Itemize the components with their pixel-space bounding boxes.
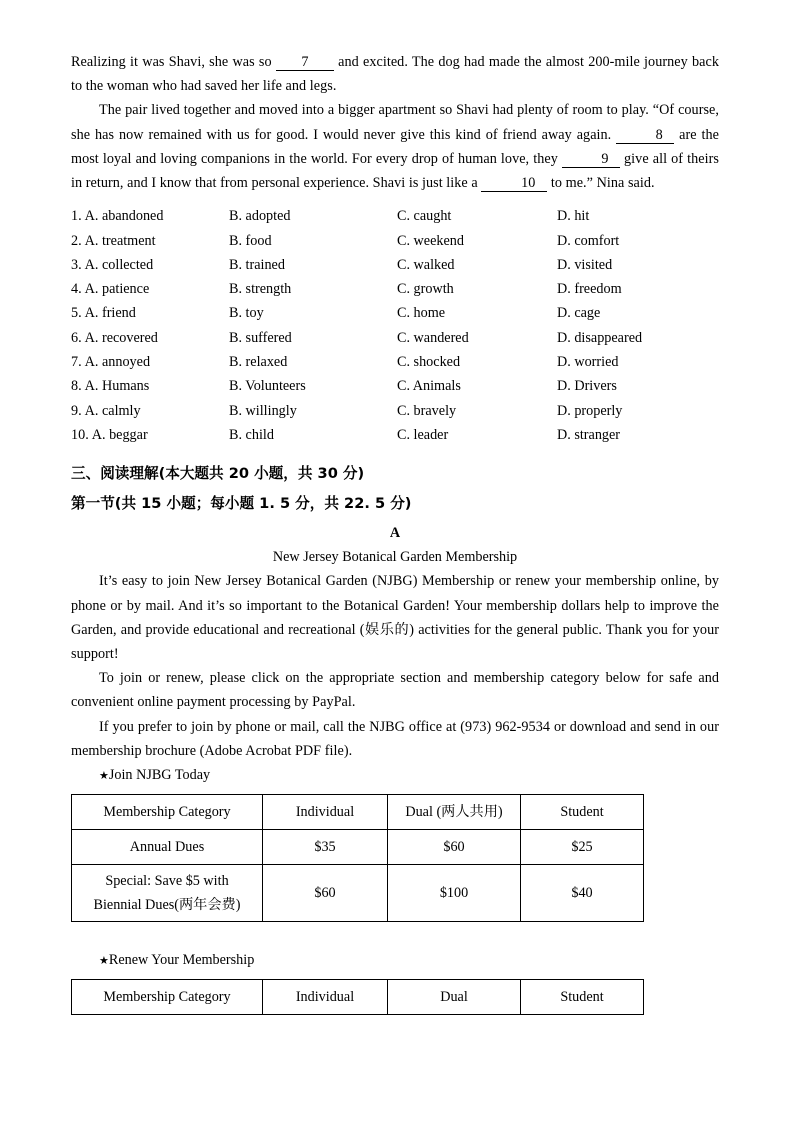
option-row <box>71 204 719 228</box>
cell-biennial-student: $40 <box>521 865 644 922</box>
option-choice-c[interactable]: C. wandered <box>397 329 469 346</box>
option-a-label: A. Humans <box>84 378 150 395</box>
option-choice-a[interactable] <box>71 374 149 398</box>
option-choice-b[interactable]: B. food <box>229 232 272 249</box>
option-a-label: A. annoyed <box>84 354 151 370</box>
option-choice-c[interactable]: C. caught <box>397 208 452 225</box>
join-membership-table <box>71 794 644 922</box>
option-choice-a[interactable] <box>71 350 150 374</box>
option-choice-a[interactable] <box>71 301 136 325</box>
option-row <box>71 301 719 325</box>
cloze-options-list <box>71 204 719 447</box>
table-row <box>72 865 644 922</box>
option-a-label: A. calmly <box>84 402 141 419</box>
cloze-paragraph-2 <box>71 98 719 195</box>
passage-paragraph-1: It’s easy to join New Jersey Botanical Garden (NJBG) Membership or renew your membership online, by phone or by mail. And it’s so important to the Botanical Garden! Your membership dollars help to improve the Garden, and provide educational and recreational (娱乐的) activities for the general public. Thank you for your support! <box>71 573 719 662</box>
option-row <box>71 423 719 447</box>
row-label-line-2: Biennial Dues(两年会费) <box>93 897 241 914</box>
spacer <box>71 447 719 461</box>
option-number: 3. <box>71 256 82 273</box>
renew-membership-label: Renew Your Membership <box>108 952 255 969</box>
option-choice-d[interactable]: D. visited <box>557 256 613 273</box>
row-label-annual-dues: Annual Dues <box>72 830 263 865</box>
option-a-label: A. treatment <box>84 232 156 249</box>
option-row <box>71 374 719 398</box>
option-choice-c[interactable]: C. growth <box>397 281 454 298</box>
cloze-p2-seg-3: give all of theirs in return, and I know that from personal experience. Shavi is just like a <box>71 150 719 192</box>
option-choice-b[interactable]: B. child <box>229 426 274 443</box>
option-number: 2. <box>71 232 82 249</box>
option-choice-a[interactable] <box>71 229 156 253</box>
cloze-p2-seg-4: to me.” Nina said. <box>547 175 655 192</box>
option-choice-c[interactable]: C. shocked <box>397 354 461 370</box>
cloze-p2-seg-2: are the most loyal and loving companions in the world. For every drop of human love, they <box>71 126 719 167</box>
option-choice-d[interactable]: D. hit <box>557 208 590 225</box>
option-choice-d[interactable]: D. worried <box>557 354 619 370</box>
cloze-p1-text-after: and excited. The dog had made the almost 200-mile journey back to the woman who had saved her life and legs. <box>71 54 719 95</box>
cell-biennial-dual: $100 <box>388 865 521 922</box>
option-row <box>71 326 719 350</box>
option-a-label: A. patience <box>84 281 150 298</box>
option-row <box>71 277 719 301</box>
header-membership-category: Membership Category <box>72 980 263 1015</box>
option-choice-c[interactable]: C. walked <box>397 256 455 273</box>
option-choice-d[interactable]: D. cage <box>557 305 601 322</box>
option-number: 5. <box>71 305 82 322</box>
option-choice-b[interactable]: B. relaxed <box>229 354 288 370</box>
header-student: Student <box>521 795 644 830</box>
option-choice-d[interactable]: D. freedom <box>557 281 622 298</box>
cloze-blank-7: 7 <box>276 54 334 71</box>
cell-biennial-individual: $60 <box>263 865 388 922</box>
section-subheading: 第一节(共 15 小题；每小题 1. 5 分，共 22. 5 分) <box>71 495 412 513</box>
option-choice-d[interactable]: D. disappeared <box>557 329 643 346</box>
option-a-label: A. abandoned <box>84 208 164 225</box>
option-row <box>71 229 719 253</box>
renew-membership-table <box>71 979 644 1015</box>
option-a-label: A. recovered <box>84 329 158 346</box>
option-choice-c[interactable]: C. bravely <box>397 402 457 419</box>
option-choice-c[interactable]: C. leader <box>397 426 449 443</box>
cloze-p1-text-before: Realizing it was Shavi, she was so <box>71 54 276 70</box>
spacer <box>71 922 719 948</box>
option-choice-d[interactable]: D. comfort <box>557 232 620 249</box>
cloze-paragraph-1 <box>71 50 719 98</box>
table-row-header <box>72 980 644 1015</box>
option-choice-a[interactable] <box>71 423 148 447</box>
cell-annual-individual: $35 <box>263 830 388 865</box>
option-number: 6. <box>71 329 82 346</box>
option-choice-d[interactable]: D. properly <box>557 402 623 419</box>
option-row <box>71 350 719 374</box>
table-row <box>72 830 644 865</box>
option-choice-b[interactable]: B. Volunteers <box>229 378 306 395</box>
join-njbg-heading <box>71 763 719 788</box>
table-row-header <box>72 795 644 830</box>
option-row <box>71 399 719 423</box>
option-choice-b[interactable]: B. strength <box>229 281 292 298</box>
cloze-blank-10: 10 <box>481 175 547 192</box>
cell-annual-student: $25 <box>521 830 644 865</box>
header-membership-category: Membership Category <box>72 795 263 830</box>
option-choice-a[interactable] <box>71 326 158 350</box>
option-choice-b[interactable]: B. toy <box>229 305 264 322</box>
option-number: 9. <box>71 402 82 419</box>
header-dual: Dual (两人共用) <box>388 795 521 830</box>
cell-annual-dual: $60 <box>388 830 521 865</box>
header-student: Student <box>521 980 644 1015</box>
option-choice-b[interactable]: B. adopted <box>229 208 291 225</box>
section-heading: 三、阅读理解(本大题共 20 小题，共 30 分) <box>71 465 365 483</box>
option-a-label: A. collected <box>84 256 154 273</box>
header-individual: Individual <box>263 795 388 830</box>
option-choice-d[interactable]: D. Drivers <box>557 378 617 395</box>
renew-membership-heading <box>71 948 719 973</box>
star-icon: ★ <box>99 769 109 783</box>
option-choice-a[interactable] <box>71 204 163 228</box>
row-label-line-1: Special: Save $5 with <box>105 873 229 890</box>
option-choice-a[interactable] <box>71 277 149 301</box>
option-choice-c[interactable]: C. Animals <box>397 378 461 395</box>
option-choice-c[interactable]: C. weekend <box>397 232 464 249</box>
header-individual: Individual <box>263 980 388 1015</box>
option-choice-a[interactable] <box>71 399 141 423</box>
option-choice-a[interactable] <box>71 253 153 277</box>
cloze-blank-8: 8 <box>616 127 674 144</box>
join-njbg-label: Join NJBG Today <box>108 767 211 784</box>
option-number: 4. <box>71 281 82 298</box>
option-choice-d[interactable]: D. stranger <box>557 426 621 443</box>
option-choice-b[interactable]: B. trained <box>229 256 285 273</box>
star-icon: ★ <box>99 954 109 968</box>
option-choice-c[interactable]: C. home <box>397 305 446 322</box>
passage-paragraph-2: To join or renew, please click on the appropriate section and membership category below for safe and convenient online payment processing by PayPal. <box>71 670 719 711</box>
passage-paragraph-3: If you prefer to join by phone or mail, call the NJBG office at (973) 962-9534 or download and send in our membership brochure (Adobe Acrobat PDF file). <box>71 718 719 759</box>
option-a-label: A. friend <box>84 305 136 322</box>
option-number: 1. <box>71 208 82 225</box>
option-choice-b[interactable]: B. willingly <box>229 402 297 419</box>
cloze-blank-9: 9 <box>562 151 620 168</box>
option-number: 10. <box>71 426 89 443</box>
option-number: 8. <box>71 378 82 395</box>
row-label-biennial-dues <box>72 865 263 922</box>
passage-title: New Jersey Botanical Garden Membership <box>272 549 518 566</box>
cloze-p2-seg-1: The pair lived together and moved into a bigger apartment so Shavi had plenty of room to play. “Of course, she has now remained with us for good. I would never give this kind of friend away again. <box>71 102 719 143</box>
header-dual: Dual <box>388 980 521 1015</box>
option-row <box>71 253 719 277</box>
passage-letter: A <box>389 525 401 542</box>
page-content <box>71 50 719 1015</box>
option-choice-b[interactable]: B. suffered <box>229 329 292 346</box>
option-a-label: A. beggar <box>91 426 148 443</box>
option-number: 7. <box>71 354 82 370</box>
